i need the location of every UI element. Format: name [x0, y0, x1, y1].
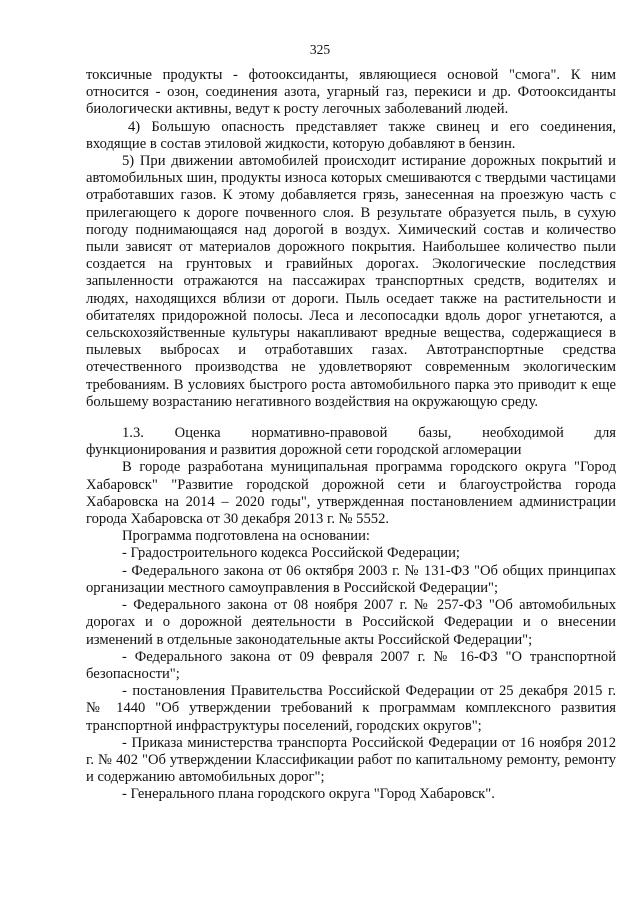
- heading-word: нормативно-правовой: [251, 425, 388, 442]
- paragraph-road-dust: 5) При движении автомобилей происходит истирание дорожных покрытий и автомобильных шин, продукты износа которых смешиваются с твердыми частицами отработавших газов. К этому добавляется грязь, занесенная на проезжую часть с прилегающего к дороге почвенного слоя. В результате образуется пыль, в сухую погоду поднимающаяся над дорогой в воздух. Химический состав и количество пыли зависят от материалов дорожного покрытия. Наибольшее количество пыли создается на грунтовых и гравийных дорогах. Экологические последствия запыленности отражаются на пассажирах транспортных средств, водителях и людях, находящихся вблизи от дороги. Пыль оседает также на растительности и обитателях придорожной полосы. Леса и лесопосадки вдоль дорог угнетаются, а сельскохозяйственные культуры накапливают вредные вещества, содержащиеся в пылевых выбросах и отработавших газах. Автотранспортные средства отечественного производства не удовлетворяют современным экологическим требованиям. В условиях быстрого роста автомобильного парка это приводит к еще большему возрастанию негативного воздействия на окружающую среду.: [86, 153, 616, 410]
- list-item: - Градостроительного кодекса Российской Федерации;: [122, 545, 460, 562]
- list-item: - Генерального плана городского округа "Город Хабаровск".: [122, 786, 495, 803]
- list-item: - Федерального закона от 08 ноября 2007 г. № 257-ФЗ "Об автомобильных дорогах и о дорожной деятельности в Российской Федерации и о внесении изменений в отдельные законодательные акты Российской Федерации";: [86, 597, 616, 648]
- heading-word: 1.3.: [122, 425, 144, 442]
- document-body: [86, 67, 616, 804]
- page-number: 325: [309, 42, 331, 57]
- list-item: - Приказа министерства транспорта Российской Федерации от 16 ноября 2012 г. № 402 "Об утверждении Классификации работ по капитальному ремонту, ремонту и содержанию автомобильных дорог";: [86, 734, 616, 786]
- section-heading: [86, 425, 616, 442]
- list-item: - постановления Правительства Российской Федерации от 25 декабря 2015 г. № 1440 "Об утверждении требований к программам комплексного развития транспортной инфраструктуры поселений, городских округов";: [86, 683, 616, 734]
- section-heading-continuation: функционирования и развития дорожной сети городской агломерации: [86, 442, 522, 459]
- paragraph-basis-label: Программа подготовлена на основании:: [122, 528, 370, 545]
- heading-word: базы,: [418, 425, 452, 442]
- heading-word: необходимой: [482, 425, 564, 442]
- paragraph-program-intro: В городе разработана муниципальная программа городского округа "Город Хабаровск" "Развитие городской дорожной сети и благоустройства города Хабаровска на 2014 – 2020 годы", утвержденная постановлением администрации города Хабаровска от 30 декабря 2013 г. № 5552.: [86, 459, 616, 528]
- heading-word: для: [594, 425, 616, 442]
- section-spacer: [86, 411, 616, 425]
- list-item: - Федерального закона от 06 октября 2003 г. № 131-ФЗ "Об общих принципах организации местного самоуправления в Российской Федерации";: [86, 562, 616, 596]
- paragraph-lead: 4) Большую опасность представляет также свинец и его соединения, входящие в состав этиловой жидкости, которую добавляют в бензин.: [86, 118, 616, 152]
- list-item: - Федерального закона от 09 февраля 2007 г. № 16-ФЗ "О транспортной безопасности";: [86, 648, 616, 682]
- heading-word: Оценка: [174, 425, 221, 442]
- paragraph-photooxidants: токсичные продукты - фотооксиданты, являющиеся основой "смога". К ним относится - озон, соединения азота, угарный газ, перекиси и др. Фотооксиданты биологически активны, ведут к росту легочных заболеваний людей.: [86, 67, 616, 118]
